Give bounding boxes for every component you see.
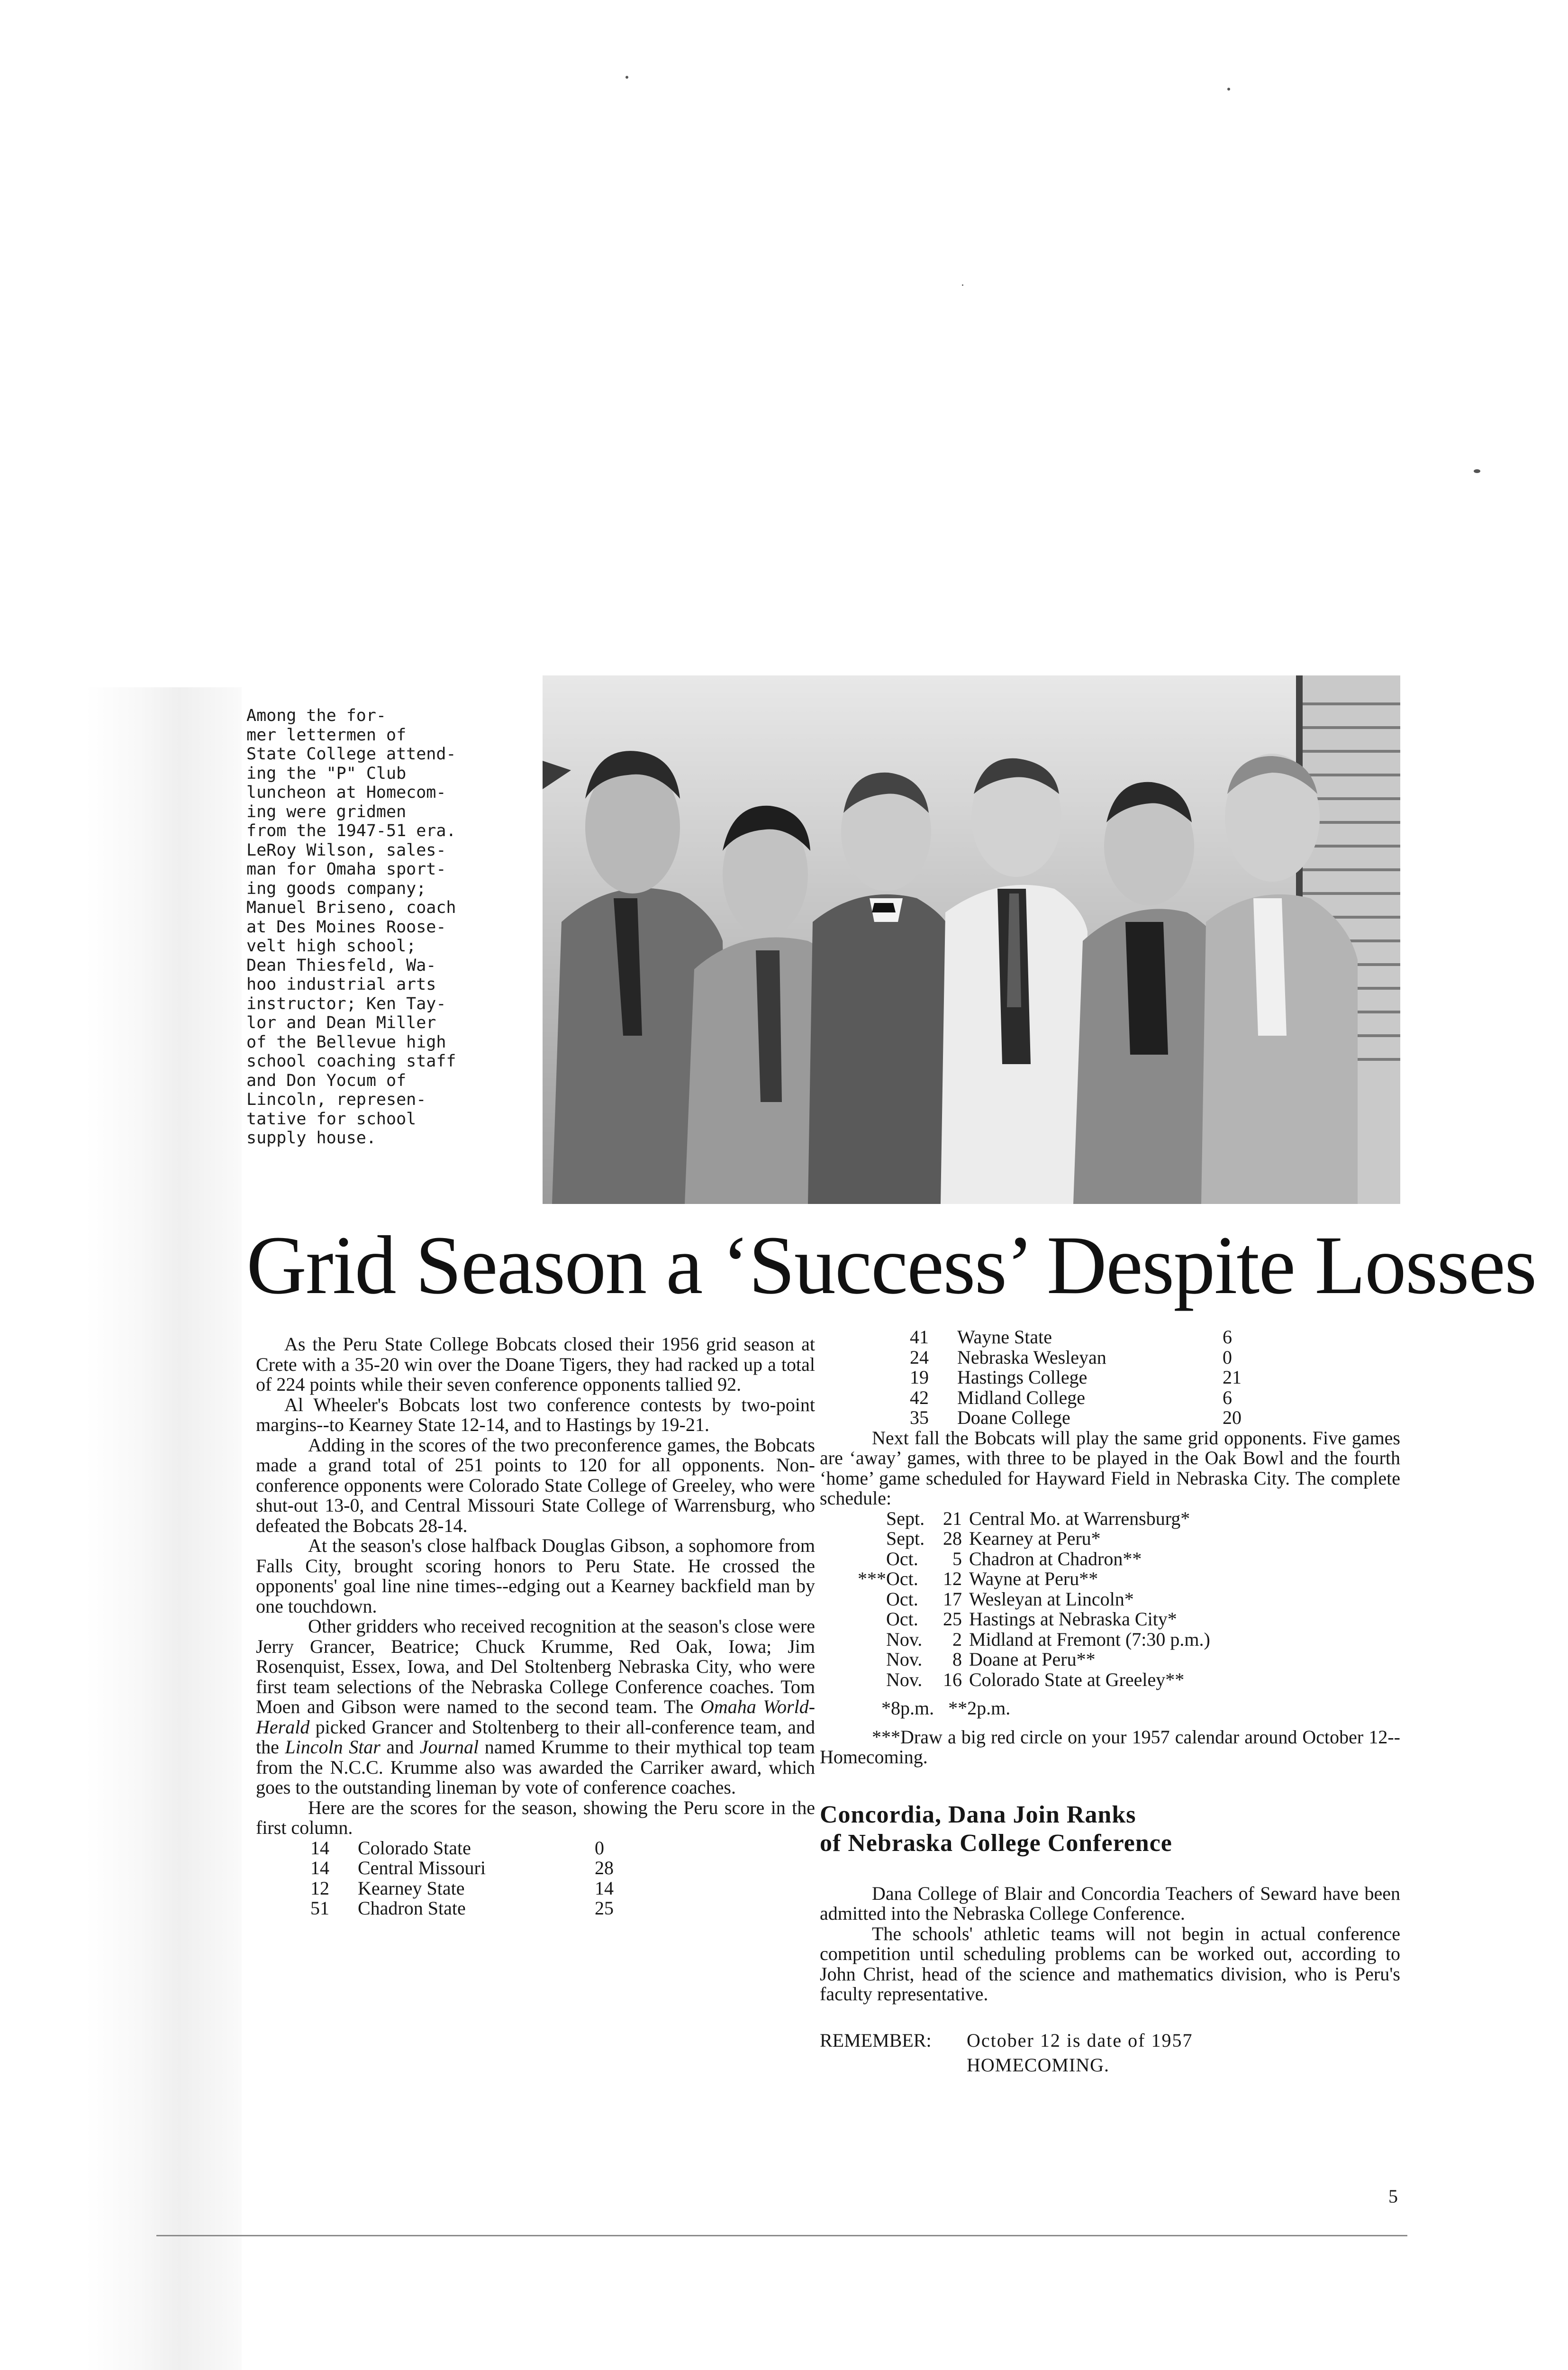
schedule-row [843, 1650, 1210, 1670]
article-text: picked Grancer and Stoltenberg to their all-conference team, and the [256, 1716, 815, 1758]
peru-score: 12 [310, 1877, 329, 1899]
schedule-day: 16 [943, 1668, 962, 1690]
schedule-row [843, 1609, 1210, 1630]
newspaper-name: Lincoln Star [285, 1736, 381, 1758]
schedule-day: 21 [943, 1507, 962, 1529]
schedule-day: 8 [952, 1649, 962, 1670]
sidebar-title-line1: Concordia, Dana Join Ranks [820, 1801, 1136, 1828]
peru-score: 35 [910, 1407, 929, 1428]
table-row [910, 1388, 1275, 1408]
headline: Grid Season a ‘Success’ Despite Losses [246, 1219, 1536, 1312]
opponent-name: Hastings College [957, 1367, 1088, 1388]
schedule-game: Midland at Fremont (7:30 p.m.) [969, 1628, 1210, 1650]
sidebar-paragraph: Dana College of Blair and Concordia Teachers of Seward have been admitted into the Nebraska College Conference. [820, 1882, 1400, 1924]
opponent-name: Wayne State [957, 1326, 1052, 1348]
scores-table-part2 [910, 1327, 1275, 1428]
schedule-day: 28 [943, 1528, 962, 1549]
schedule-row [843, 1670, 1210, 1690]
schedule-game: Wesleyan at Lincoln* [969, 1588, 1134, 1610]
scan-speck [1474, 469, 1480, 473]
sidebar-paragraph: The schools' athletic teams will not begin in actual conference competition until scheduling problems can be worked out, according to John Christ, head of the science and mathematics division, who is Peru's faculty representative. [820, 1923, 1400, 2005]
red-circle-note: ***Draw a big red circle on your 1957 calendar around October 12--Homecoming. [820, 1726, 1400, 1768]
peru-score: 41 [910, 1326, 929, 1348]
opponent-name: Colorado State [358, 1837, 471, 1859]
schedule-row [843, 1569, 1210, 1589]
remember-line1: October 12 is date of 1957 [967, 2029, 1193, 2051]
schedule-prefix [843, 1650, 886, 1670]
table-row [310, 1838, 652, 1859]
schedule-month: Oct. [886, 1588, 918, 1610]
schedule-day: 5 [952, 1548, 962, 1569]
article-paragraph: Adding in the scores of the two preconference games, the Bobcats made a grand total of 251 points to 120 for all opponents. Non-conference opponents were Colorado State College of Greeley, who were shut-out 13-0, and Central Missouri State College of Warrensburg, who defeated the Bobcats 28-14. [256, 1434, 815, 1536]
article-text: and [380, 1736, 420, 1758]
schedule-day: 17 [943, 1588, 962, 1610]
schedule-prefix [843, 1670, 886, 1690]
group-photo [543, 675, 1400, 1204]
table-row [310, 1858, 652, 1878]
peru-score: 14 [310, 1857, 329, 1878]
schedule-prefix: *** [858, 1568, 886, 1589]
sidebar-story [820, 1801, 1400, 2005]
schedule-legend: *8p.m. **2p.m. [881, 1697, 1011, 1719]
schedule-row [843, 1509, 1210, 1529]
peru-score: 42 [910, 1386, 929, 1408]
schedule-prefix [843, 1549, 886, 1569]
schedule-game: Kearney at Peru* [969, 1528, 1101, 1549]
table-row [910, 1408, 1275, 1428]
opponent-name: Kearney State [358, 1877, 465, 1899]
peru-score: 19 [910, 1367, 929, 1388]
remember-line2: HOMECOMING. [967, 2054, 1109, 2076]
opponent-name: Nebraska Wesleyan [957, 1346, 1106, 1368]
schedule-day: 25 [943, 1608, 962, 1630]
article-paragraph: At the season's close halfback Douglas Gibson, a sophomore from Falls City, brought scoring honors to Peru State. He crossed the opponents' goal line nine times--edging out a Kearney backfield man by one touchdown. [256, 1535, 815, 1617]
newspaper-name: Omaha World-Herald [256, 1696, 816, 1738]
article-paragraph: Al Wheeler's Bobcats lost two conference contests by two-point margins--to Kearney State 12-14, and to Hastings by 19-21. [256, 1394, 815, 1435]
schedule-month: Nov. [886, 1628, 923, 1650]
table-row [310, 1878, 652, 1899]
schedule-row [843, 1630, 1210, 1650]
opponent-name: Doane College [957, 1407, 1070, 1428]
schedule-prefix [843, 1529, 886, 1549]
schedule-game: Central Mo. at Warrensburg* [969, 1507, 1190, 1529]
opponent-name: Midland College [957, 1386, 1085, 1408]
schedule-prefix [843, 1630, 886, 1650]
article-paragraph: As the Peru State College Bobcats closed their 1956 grid season at Crete with a 35-20 win over the Doane Tigers, they had racked up a total of 224 points while their seven conference opponents tallied 92. [256, 1333, 815, 1395]
schedule-prefix [843, 1509, 886, 1529]
schedule-month: Sept. [886, 1528, 925, 1549]
schedule-game: Chadron at Chadron** [969, 1548, 1142, 1569]
schedule-month: Sept. [886, 1507, 925, 1529]
sidebar-title-line2: of Nebraska College Conference [820, 1829, 1172, 1857]
schedule-day: 12 [943, 1568, 962, 1589]
schedule-row [843, 1529, 1210, 1549]
scan-speck [1227, 88, 1230, 91]
schedule-game: Wayne at Peru** [969, 1568, 1098, 1589]
schedule-row [843, 1549, 1210, 1569]
scan-speck [962, 284, 963, 286]
next-fall-paragraph: Next fall the Bobcats will play the same grid opponents. Five games are ‘away’ games, with three to be played in the Oak Bowl and the fourth ‘home’ game scheduled for Hayward Field in Nebraska City. The complete schedule: [820, 1427, 1400, 1509]
schedule-month: Nov. [886, 1668, 923, 1690]
opponent-name: Central Missouri [358, 1857, 486, 1878]
article-paragraph: Here are the scores for the season, showing the Peru score in the first column. [256, 1796, 815, 1838]
schedule-game: Colorado State at Greeley** [969, 1668, 1185, 1690]
schedule-game: Doane at Peru** [969, 1649, 1096, 1670]
remember-label: REMEMBER: [820, 2029, 932, 2051]
peru-score: 24 [910, 1346, 929, 1368]
scores-table-part1 [310, 1838, 652, 1919]
opponent-score: 6 [1223, 1326, 1232, 1348]
remember-note [820, 2031, 1400, 2083]
table-row [910, 1367, 1275, 1388]
opponent-score: 6 [1223, 1386, 1232, 1408]
opponent-score: 25 [595, 1897, 614, 1919]
scan-speck [625, 76, 628, 79]
schedule-game: Hastings at Nebraska City* [969, 1608, 1177, 1630]
article-right-column [820, 1327, 1400, 2083]
page-bottom-edge [156, 2235, 1407, 2236]
schedule-month: Oct. [886, 1548, 918, 1569]
peru-score: 51 [310, 1897, 329, 1919]
article-text: Other gridders who received recognition at the season's close were Jerry Grancer, Beatrice; Chuck Krumme, Red Oak, Iowa; Jim Rosenquist, Essex, Iowa, and Del Stoltenberg Nebraska City, who were first team selections of the Nebraska College Conference coaches. Tom Moen and Gibson were named to the second team. The [256, 1615, 815, 1717]
schedule-table [843, 1509, 1210, 1690]
newspaper-name: Journal [419, 1736, 479, 1758]
table-row [910, 1327, 1275, 1348]
opponent-score: 28 [595, 1857, 614, 1878]
group-photo-illustration [543, 675, 1400, 1204]
peru-score: 14 [310, 1837, 329, 1859]
schedule-month: Nov. [886, 1649, 923, 1670]
opponent-score: 0 [1223, 1346, 1232, 1368]
article-text: named Krumme to their mythical top team from the N.C.C. Krumme also was awarded the Carriker award, which goes to the outstanding lineman by vote of conference coaches. [256, 1736, 815, 1798]
opponent-score: 21 [1223, 1367, 1242, 1388]
schedule-row [843, 1589, 1210, 1610]
table-row [310, 1898, 652, 1919]
article-left-column [256, 1334, 815, 1919]
opponent-score: 20 [1223, 1407, 1242, 1428]
schedule-month: Oct. [886, 1568, 918, 1589]
opponent-score: 14 [595, 1877, 614, 1899]
schedule-prefix [843, 1609, 886, 1630]
schedule-prefix [843, 1589, 886, 1610]
binding-edge-shadow [85, 687, 242, 2370]
page-number: 5 [1388, 2186, 1398, 2207]
article-paragraph [256, 1616, 815, 1798]
schedule-day: 2 [952, 1628, 962, 1650]
opponent-name: Chadron State [358, 1897, 466, 1919]
photo-caption: Among the for- mer lettermen of State College attend- ing the "P" Club luncheon at Homecom- ing were gridmen from the 1947-51 era. LeRoy Wilson, sales- man for Omaha sport- ing goods company; Manuel Briseno, coach at Des Moines Roose- velt high school; Dean Thiesfeld, Wa- hoo industrial arts instructor; Ken Tay- lor and Dean Miller of the Bellevue high school coaching staff and Don Yocum of Lincoln, represen- tative for school supply house. [246, 706, 456, 1148]
table-row [910, 1348, 1275, 1368]
schedule-month: Oct. [886, 1608, 918, 1630]
opponent-score: 0 [595, 1837, 604, 1859]
